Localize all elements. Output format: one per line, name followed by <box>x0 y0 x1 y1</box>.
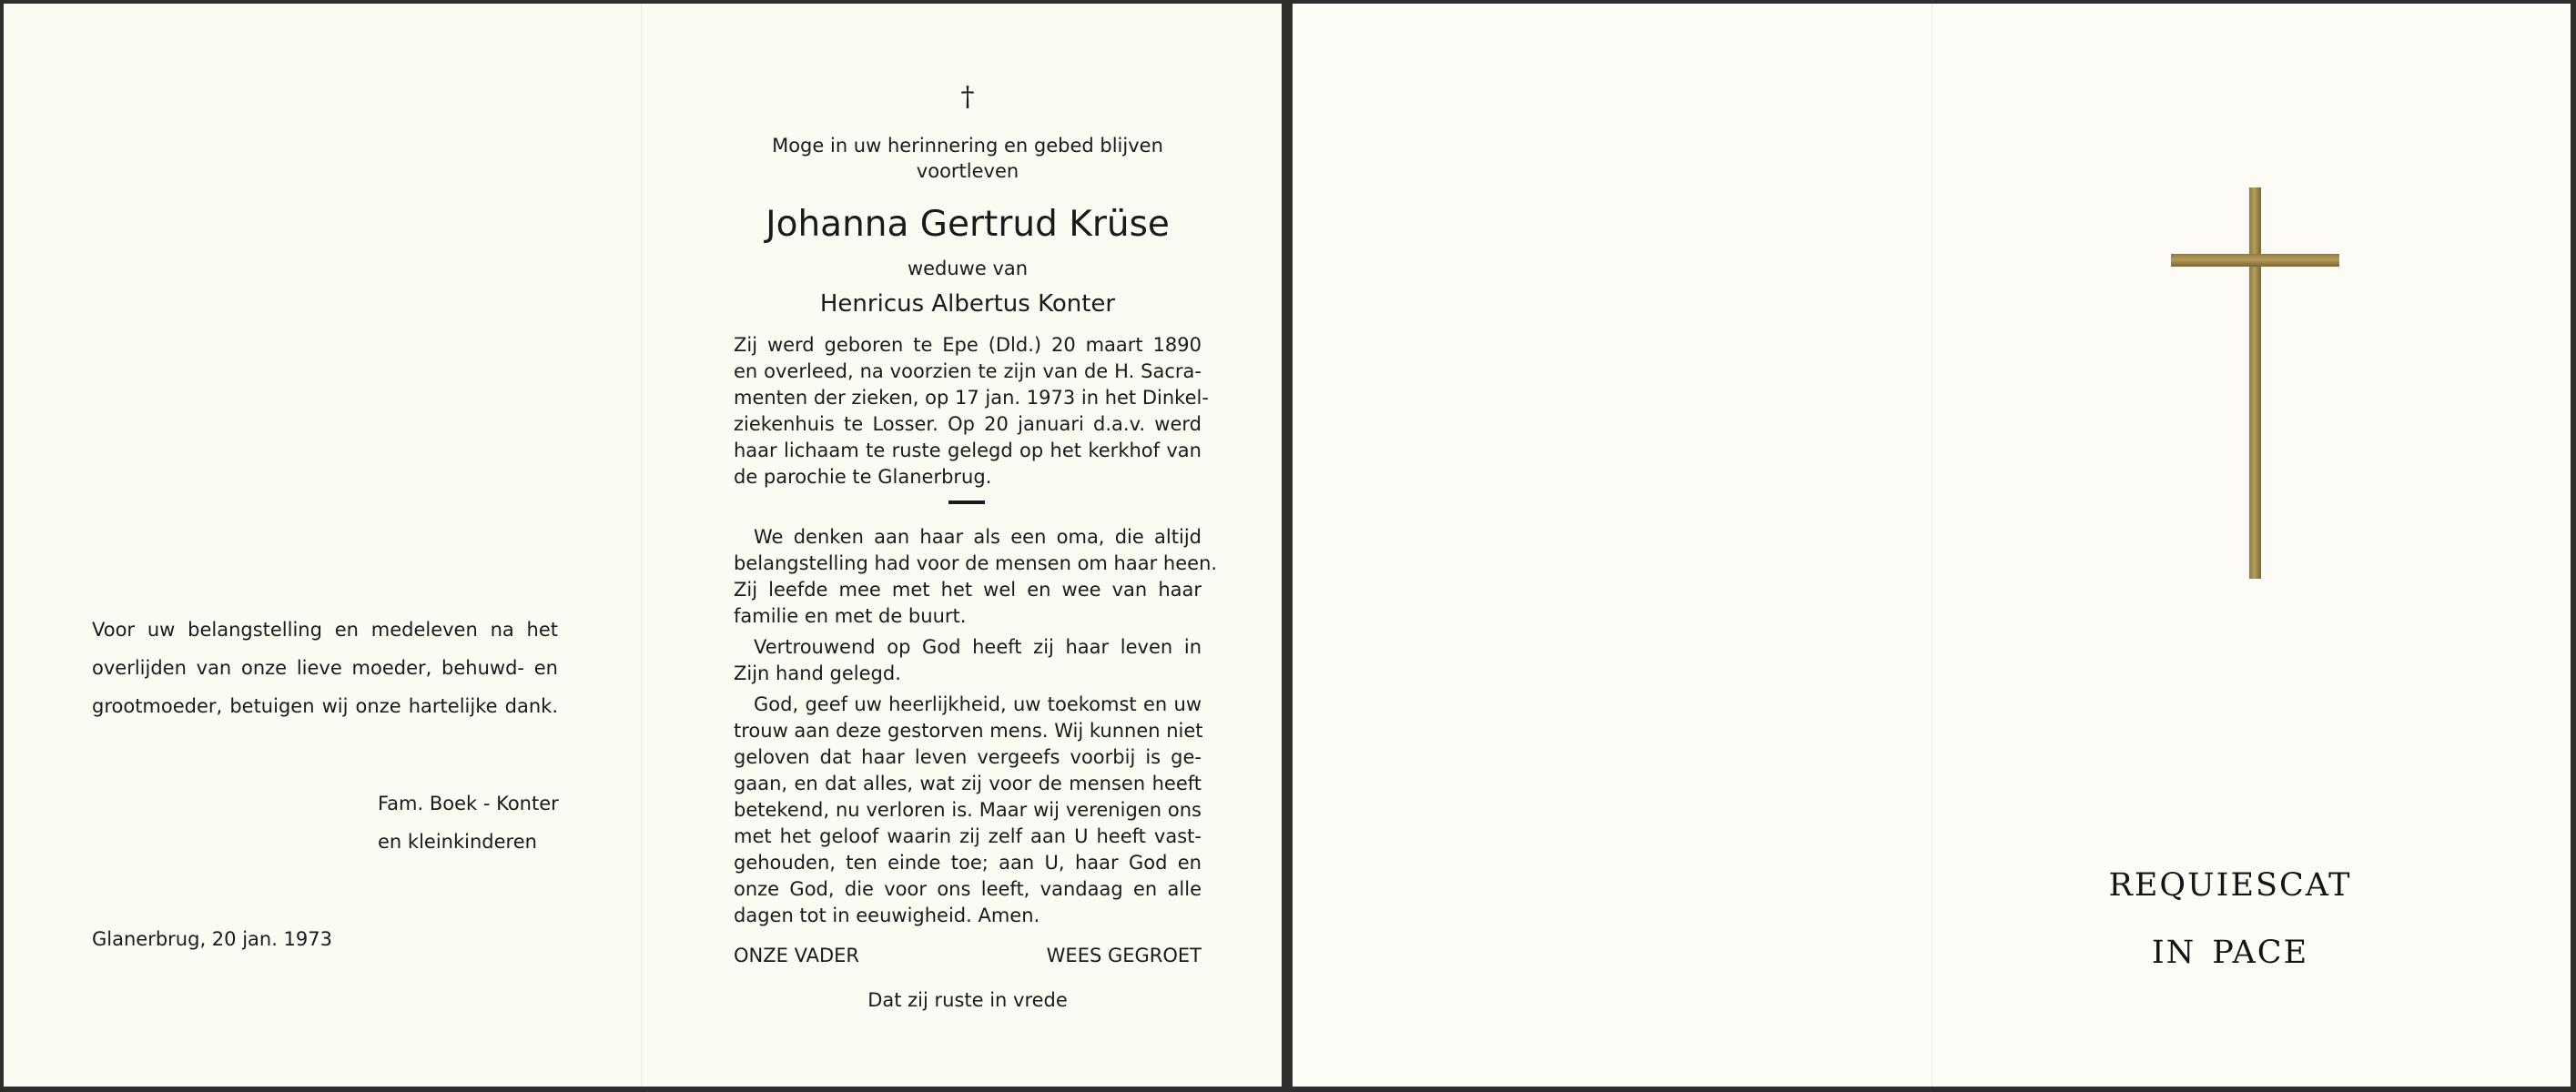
intro-line-2: voortleven <box>916 160 1019 182</box>
paragraph-3-line: trouw aan deze gestorven mens. Wij kunnen niet <box>734 720 1203 742</box>
paragraph-3-line: betekend, nu verloren is. Maar wij verenigen ons <box>734 799 1202 821</box>
bio-line: ziekenhuis te Losser. Op 20 januari d.a.v. werd <box>734 413 1202 435</box>
bio-line: Zij werd geboren te Epe (Dld.) 20 maart 1890 <box>734 334 1202 356</box>
signature-grandchildren: en kleinkinderen <box>378 831 537 853</box>
thanks-line-3: grootmoeder, betuigen wij onze hartelijke dank. <box>92 695 558 717</box>
paragraph-1-line: belangstelling had voor de mensen om haar heen. <box>734 552 1218 574</box>
inside-spread <box>4 4 1282 1087</box>
paragraph-1-line: Zij leefde mee met het wel en wee van haar <box>734 579 1202 601</box>
signature-family: Fam. Boek - Konter <box>378 793 559 814</box>
paragraph-3-line: geloven dat haar leven vergeefs voorbij is ge- <box>734 746 1202 768</box>
thanks-line-2: overlijden van onze lieve moeder, behuwd- en <box>92 657 558 679</box>
cover-title-line-1: requiescat <box>2108 854 2352 906</box>
bio-line: haar lichaam te ruste gelegd op het kerkhof van <box>734 440 1202 461</box>
paragraph-3-line: gaan, en dat alles, wat zij voor de mensen heeft <box>734 773 1202 794</box>
cross-icon: † <box>960 81 975 113</box>
widow-of-label: weduwe van <box>907 258 1029 279</box>
paragraph-3-line: gehouden, ten einde toe; aan U, haar God en <box>734 852 1202 874</box>
prayer-our-father: ONZE VADER <box>734 945 859 966</box>
paragraph-3-line: God, geef uw heerlijkheid, uw toekomst en uw <box>754 693 1202 715</box>
deceased-name: Johanna Gertrud Krüse <box>766 204 1170 245</box>
paragraph-3-line: onze God, die voor ons leeft, vandaag en alle <box>734 878 1202 900</box>
bio-line: en overleed, na voorzien te zijn van de H. Sacra- <box>734 360 1202 382</box>
place-date: Glanerbrug, 20 jan. 1973 <box>92 928 332 950</box>
bio-line: menten der zieken, op 17 jan. 1973 in het Dinkel- <box>734 387 1209 409</box>
paragraph-2-line: Vertrouwend op God heeft zij haar leven in <box>754 636 1202 658</box>
thanks-line-1: Voor uw belangstelling en medeleven na het <box>92 619 558 641</box>
gold-cross-horizontal-bar <box>2171 254 2339 267</box>
gold-cross-vertical-bar <box>2249 187 2261 579</box>
fold-line <box>1932 4 1933 1087</box>
paragraph-3-line: met het geloof waarin zij zelf aan U heeft vast- <box>734 825 1202 847</box>
paragraph-1-line: familie en met de buurt. <box>734 605 967 627</box>
divider-rule <box>948 500 985 504</box>
paragraph-1-line: We denken aan haar als een oma, die altijd <box>754 526 1202 548</box>
paragraph-3-line: dagen tot in eeuwigheid. Amen. <box>734 905 1040 926</box>
bio-line: de parochie te Glanerbrug. <box>734 466 992 488</box>
closing-line: Dat zij ruste in vrede <box>867 989 1068 1011</box>
fold-line <box>641 4 643 1087</box>
intro-line-1: Moge in uw herinnering en gebed blijven <box>772 135 1163 157</box>
cover-title-line-2: in pace <box>2151 921 2309 974</box>
paragraph-2-line: Zijn hand gelegd. <box>734 662 901 684</box>
prayer-hail-mary: WEES GEGROET <box>1046 945 1202 966</box>
husband-name: Henricus Albertus Konter <box>819 290 1116 318</box>
cover-spread <box>1293 4 2571 1087</box>
